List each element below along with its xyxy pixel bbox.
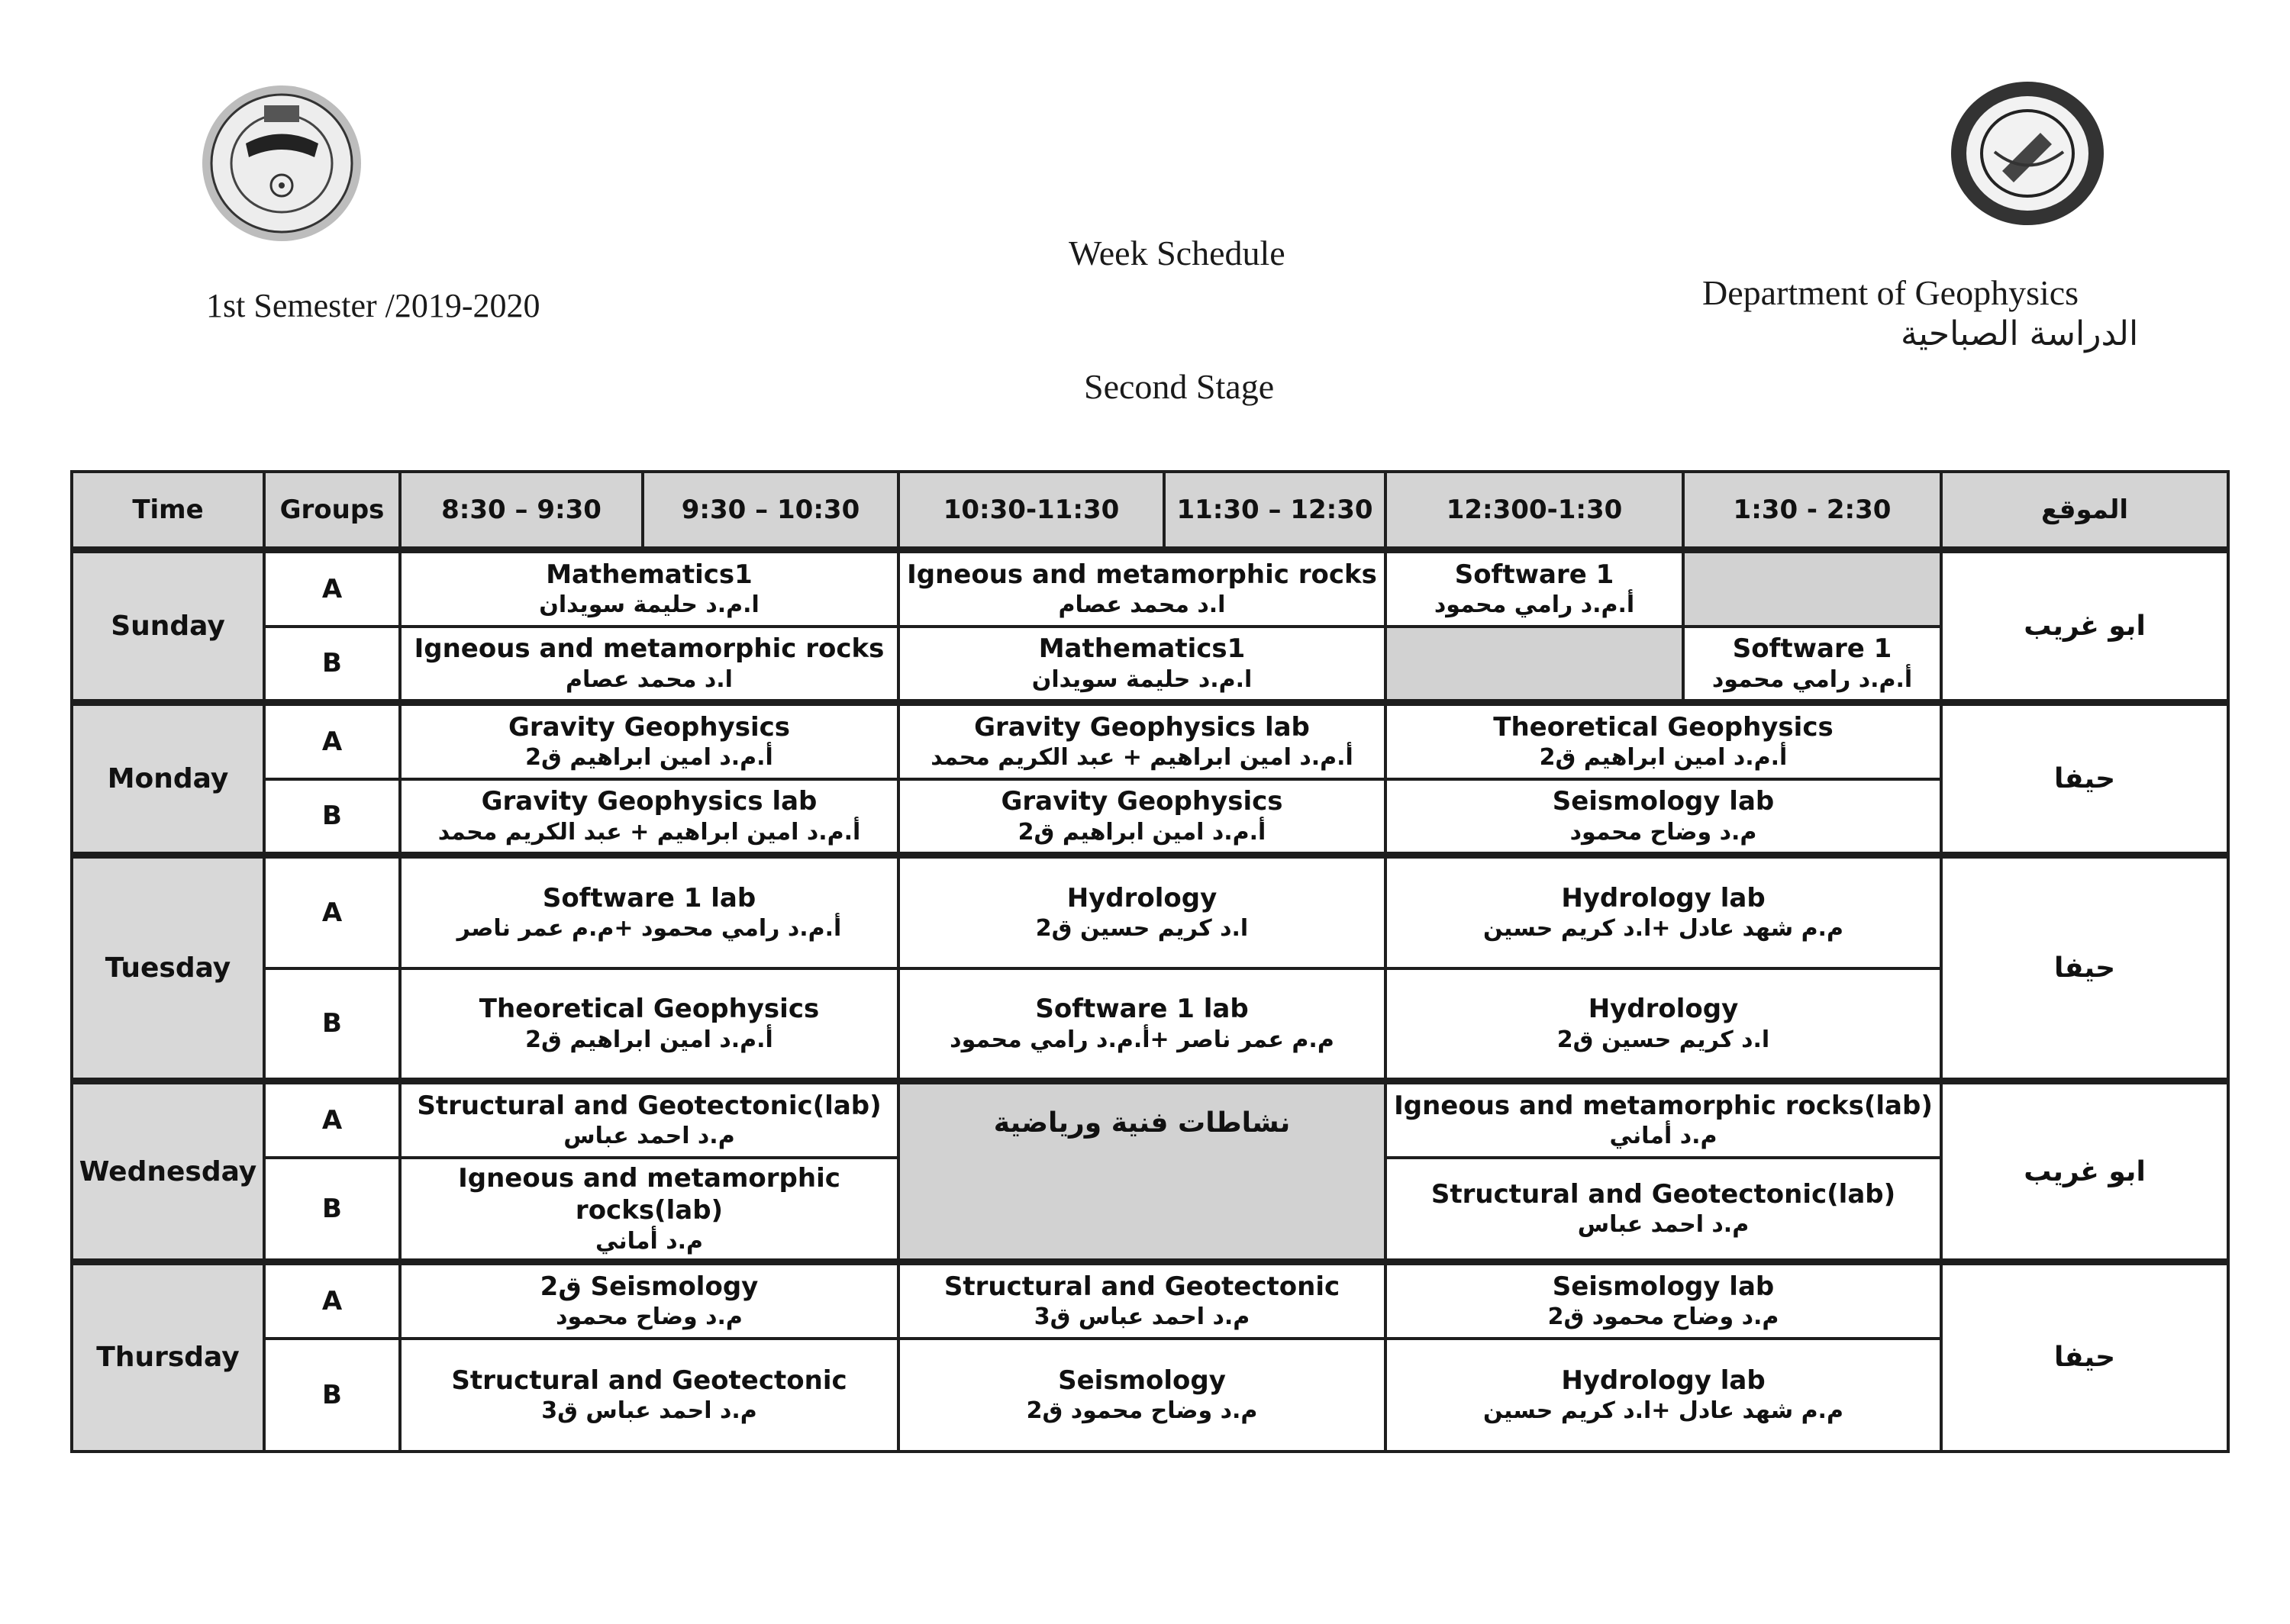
class-cell: Theoretical Geophysics أ.م.د امين ابراهيم ق2 [1385, 703, 1941, 779]
class-cell: Mathematics1 ا.م.د حليمة سويدان [898, 627, 1385, 703]
table-row [72, 779, 2228, 856]
class-cell: Software 1 أ.م.د رامي محمود [1385, 550, 1683, 627]
class-cell: Hydrology lab م.م شهد عادل +ا.د كريم حسين [1385, 1339, 1941, 1452]
class-cell: Seismology م.د وضاح محمود ق2 [898, 1339, 1385, 1452]
group-label: B [264, 627, 400, 703]
class-cell: Gravity Geophysics lab أ.م.د امين ابراهيم + عبد الكريم محمد [898, 703, 1385, 779]
col-slot-3: 10:30-11:30 [898, 472, 1164, 550]
day-wednesday: Wednesday [72, 1081, 264, 1262]
col-time: Time [72, 472, 264, 550]
class-cell: Igneous and metamorphic rocks(lab) م.د أماني [1385, 1081, 1941, 1158]
table-row [72, 1081, 2228, 1158]
group-label: A [264, 1081, 400, 1158]
class-cell: Structural and Geotectonic(lab) م.د احمد عباس [400, 1081, 898, 1158]
day-thursday: Thursday [72, 1262, 264, 1452]
group-label: A [264, 856, 400, 968]
header-row [72, 472, 2228, 550]
location-cell: ابو غريب [1941, 550, 2228, 703]
page-title: Week Schedule [1069, 234, 1285, 272]
class-cell: Structural and Geotectonic م.د احمد عباس ق3 [400, 1339, 898, 1452]
location-cell: ابو غريب [1941, 1081, 2228, 1262]
location-cell: حيفا [1941, 856, 2228, 1081]
table-row [72, 968, 2228, 1081]
group-label: A [264, 550, 400, 627]
table-row [72, 550, 2228, 627]
class-cell: ق2 Seismology م.د وضاح محمود [400, 1262, 898, 1339]
class-cell: Hydrology ا.د كريم حسين ق2 [1385, 968, 1941, 1081]
empty-cell [1385, 627, 1683, 703]
col-location: الموقع [1941, 472, 2228, 550]
class-cell: Gravity Geophysics lab أ.م.د امين ابراهيم + عبد الكريم محمد [400, 779, 898, 856]
col-slot-4: 11:30 – 12:30 [1164, 472, 1385, 550]
group-label: B [264, 1158, 400, 1262]
day-monday: Monday [72, 703, 264, 856]
schedule-table [70, 470, 2230, 1453]
study-type-label: الدراسة الصباحية [1901, 314, 2139, 353]
class-cell: Igneous and metamorphic rocks(lab) م.د أماني [400, 1158, 898, 1262]
class-cell: Mathematics1 ا.م.د حليمة سويدان [400, 550, 898, 627]
class-cell: Igneous and metamorphic rocks ا.د محمد عصام [400, 627, 898, 703]
class-cell: Gravity Geophysics أ.م.د امين ابراهيم ق2 [400, 703, 898, 779]
group-label: B [264, 779, 400, 856]
group-label: B [264, 968, 400, 1081]
college-seal-icon [1949, 79, 2107, 228]
class-cell: Hydrology lab م.م شهد عادل +ا.د كريم حسين [1385, 856, 1941, 968]
table-row [72, 703, 2228, 779]
class-cell: Seismology lab م.د وضاح محمود ق2 [1385, 1262, 1941, 1339]
university-crest-icon [200, 82, 364, 244]
class-cell: Gravity Geophysics أ.م.د امين ابراهيم ق2 [898, 779, 1385, 856]
table-row [72, 1262, 2228, 1339]
class-cell: Hydrology ا.د كريم حسين ق2 [898, 856, 1385, 968]
class-cell: Structural and Geotectonic م.د احمد عباس ق3 [898, 1262, 1385, 1339]
table-row [72, 856, 2228, 968]
class-cell: Structural and Geotectonic(lab) م.د احمد عباس [1385, 1158, 1941, 1262]
class-cell: Software 1 lab م.م عمر ناصر +أ.م.د رامي محمود [898, 968, 1385, 1081]
semester-label: 1st Semester /2019-2020 [206, 287, 540, 324]
class-cell: Software 1 أ.م.د رامي محمود [1683, 627, 1941, 703]
activities-cell: نشاطات فنية ورياضية [898, 1081, 1385, 1262]
class-cell: Theoretical Geophysics أ.م.د امين ابراهيم ق2 [400, 968, 898, 1081]
day-tuesday: Tuesday [72, 856, 264, 1081]
class-cell: Seismology lab م.د وضاح محمود [1385, 779, 1941, 856]
col-slot-1: 8:30 – 9:30 [400, 472, 643, 550]
table-row [72, 1339, 2228, 1452]
group-label: B [264, 1339, 400, 1452]
group-label: A [264, 1262, 400, 1339]
empty-cell [1683, 550, 1941, 627]
department-label: Department of Geophysics [1702, 273, 2079, 312]
col-slot-5: 12:300-1:30 [1385, 472, 1683, 550]
col-groups: Groups [264, 472, 400, 550]
stage-label: Second Stage [1084, 367, 1275, 406]
col-slot-6: 1:30 - 2:30 [1683, 472, 1941, 550]
location-cell: حيفا [1941, 1262, 2228, 1452]
class-cell: Igneous and metamorphic rocks ا.د محمد عصام [898, 550, 1385, 627]
col-slot-2: 9:30 – 10:30 [643, 472, 898, 550]
day-sunday: Sunday [72, 550, 264, 703]
location-cell: حيفا [1941, 703, 2228, 856]
group-label: A [264, 703, 400, 779]
table-row [72, 627, 2228, 703]
class-cell: Software 1 lab أ.م.د رامي محمود +م.م عمر ناصر [400, 856, 898, 968]
